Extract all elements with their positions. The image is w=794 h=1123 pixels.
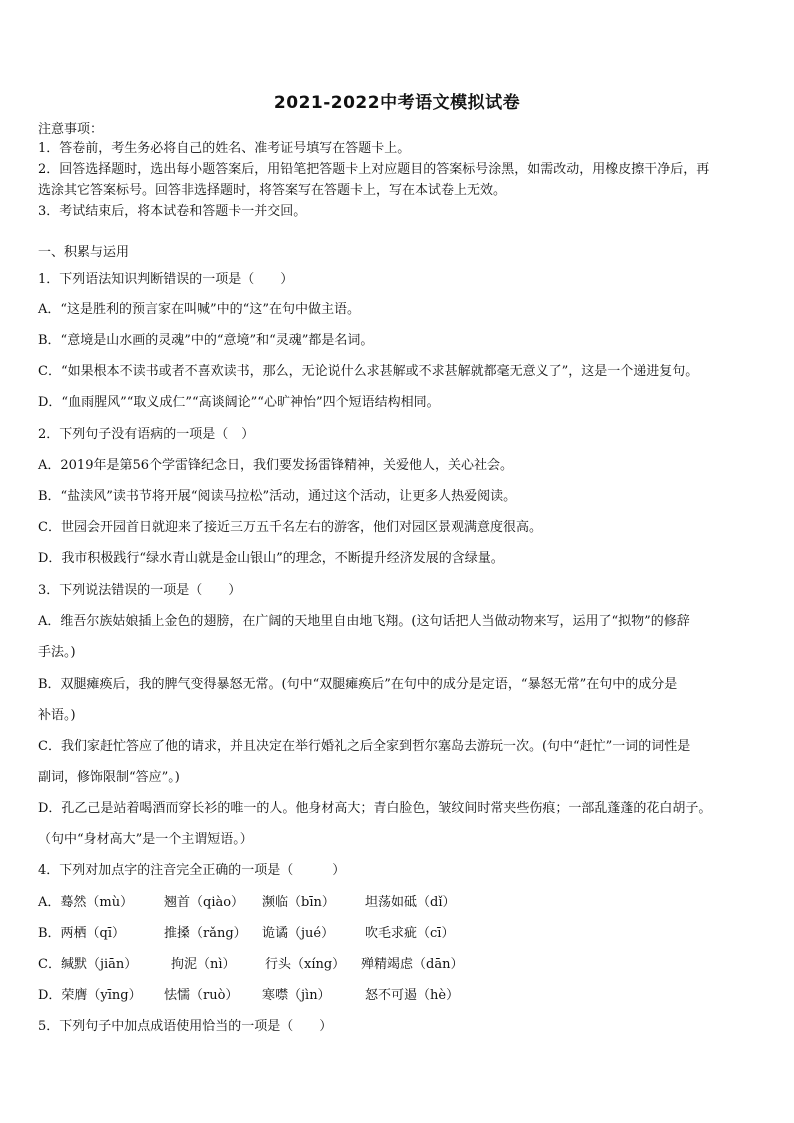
q4-c-word-4: 殚精竭虑（dān） xyxy=(361,957,464,972)
q3-option-d: D．孔乙己是站着喝酒而穿长衫的唯一的人。他身材高大；青白脸色，皱纹间时常夹些伤痕；一部乱蓬蓬的花白胡子。 xyxy=(38,801,712,816)
q4-a-word-4: 坦荡如砥（dǐ） xyxy=(365,895,456,910)
q4-a-word-2: 翘首（qiào） xyxy=(164,895,245,910)
q4-a-word-1: A．蓦然（mù） xyxy=(38,895,134,910)
section-heading: 一、积累与运用 xyxy=(38,245,130,260)
q4-stem: 4．下列对加点字的注音完全正确的一项是（ ） xyxy=(38,863,346,878)
q4-c-word-1: C．缄默（jiān） xyxy=(38,957,138,972)
q4-d-word-3: 寒噤（jìn） xyxy=(262,988,331,1003)
q4-b-word-3: 诡谲（jué） xyxy=(262,926,335,941)
q3-option-c-cont: 副词，修饰限制“答应”。) xyxy=(38,770,180,785)
notice-item-2-cont: 选涂其它答案标号。回答非选择题时，将答案写在答题卡上，写在本试卷上无效。 xyxy=(38,183,507,198)
q4-b-word-4: 吹毛求疵（cī） xyxy=(365,926,455,941)
notice-item-2: 2．回答选择题时，选出每小题答案后，用铅笔把答题卡上对应题目的答案标号涂黑，如需改动，用橡皮擦干净后，再 xyxy=(38,162,710,177)
q2-option-c: C．世园会开园首日就迎来了接近三万五千名左右的游客，他们对园区景观满意度很高。 xyxy=(38,520,542,535)
q4-d-word-2: 怯懦（ruò） xyxy=(164,988,239,1003)
notice-item-1: 1．答卷前，考生务必将自己的姓名、准考证号填写在答题卡上。 xyxy=(38,141,411,156)
notice-item-3: 3．考试结束后，将本试卷和答题卡一并交回。 xyxy=(38,204,307,219)
q4-d-word-1: D．荣膺（yīng） xyxy=(38,988,142,1003)
q4-b-word-2: 推搡（rǎng） xyxy=(164,926,247,941)
q1-option-a: A．“这是胜利的预言家在叫喊”中的“这”在句中做主语。 xyxy=(38,302,360,317)
q2-option-d: D．我市积极践行“绿水青山就是金山银山”的理念，不断提升经济发展的含绿量。 xyxy=(38,551,504,566)
q4-option-a xyxy=(38,895,762,911)
q2-stem: 2．下列句子没有语病的一项是（ ） xyxy=(38,427,255,442)
q4-c-word-3: 行头（xíng） xyxy=(265,957,346,972)
q4-option-d xyxy=(38,988,762,1004)
q3-option-b: B．双腿瘫痪后，我的脾气变得暴怒无常。(句中“双腿瘫痪后”在句中的成分是定语，“暴怒无常”在句中的成分是 xyxy=(38,677,678,692)
q4-d-word-4: 怒不可遏（hè） xyxy=(365,988,460,1003)
q4-a-word-3: 濒临（bīn） xyxy=(262,895,335,910)
notice-heading: 注意事项： xyxy=(38,122,104,137)
q1-option-c: C．“如果根本不读书或者不喜欢读书，那么，无论说什么求甚解或不求甚解就都毫无意义了”，这是一个递进复句。 xyxy=(38,364,699,379)
q1-stem: 1．下列语法知识判断错误的一项是（ ） xyxy=(38,272,294,287)
q4-b-word-1: B．两栖（qī） xyxy=(38,926,126,941)
q1-option-d: D．“血雨腥风”“取义成仁”“高谈阔论”“心旷神怡”四个短语结构相同。 xyxy=(38,395,440,410)
q1-option-b: B．“意境是山水画的灵魂”中的“意境”和“灵魂”都是名词。 xyxy=(38,333,374,348)
q2-option-b: B．“盐渎风”读书节将开展“阅读马拉松”活动，通过这个活动，让更多人热爱阅读。 xyxy=(38,489,517,504)
q4-option-b xyxy=(38,926,762,942)
q5-stem: 5．下列句子中加点成语使用恰当的一项是（ ） xyxy=(38,1019,333,1034)
q2-option-a: A．2019年是第56个学雷锋纪念日，我们要发扬雷锋精神，关爱他人，关心社会。 xyxy=(38,458,514,473)
q3-option-a-cont: 手法。) xyxy=(38,645,76,660)
q3-stem: 3．下列说法错误的一项是（ ） xyxy=(38,583,242,598)
q3-option-c: C．我们家赶忙答应了他的请求，并且决定在举行婚礼之后全家到哲尔塞岛去游玩一次。(句中“赶忙”一词的词性是 xyxy=(38,739,691,754)
q3-option-d-cont: （句中“身材高大”是一个主谓短语。） xyxy=(38,832,253,847)
q4-option-c xyxy=(38,957,762,973)
q3-option-b-cont: 补语。) xyxy=(38,708,76,723)
exam-title: 2021-2022中考语文模拟试卷 xyxy=(273,93,521,113)
q3-option-a: A．维吾尔族姑娘插上金色的翅膀，在广阔的天地里自由地飞翔。(这句话把人当做动物来写，运用了“拟物”的修辞 xyxy=(38,614,690,629)
q4-c-word-2: 拘泥（nì） xyxy=(171,957,236,972)
